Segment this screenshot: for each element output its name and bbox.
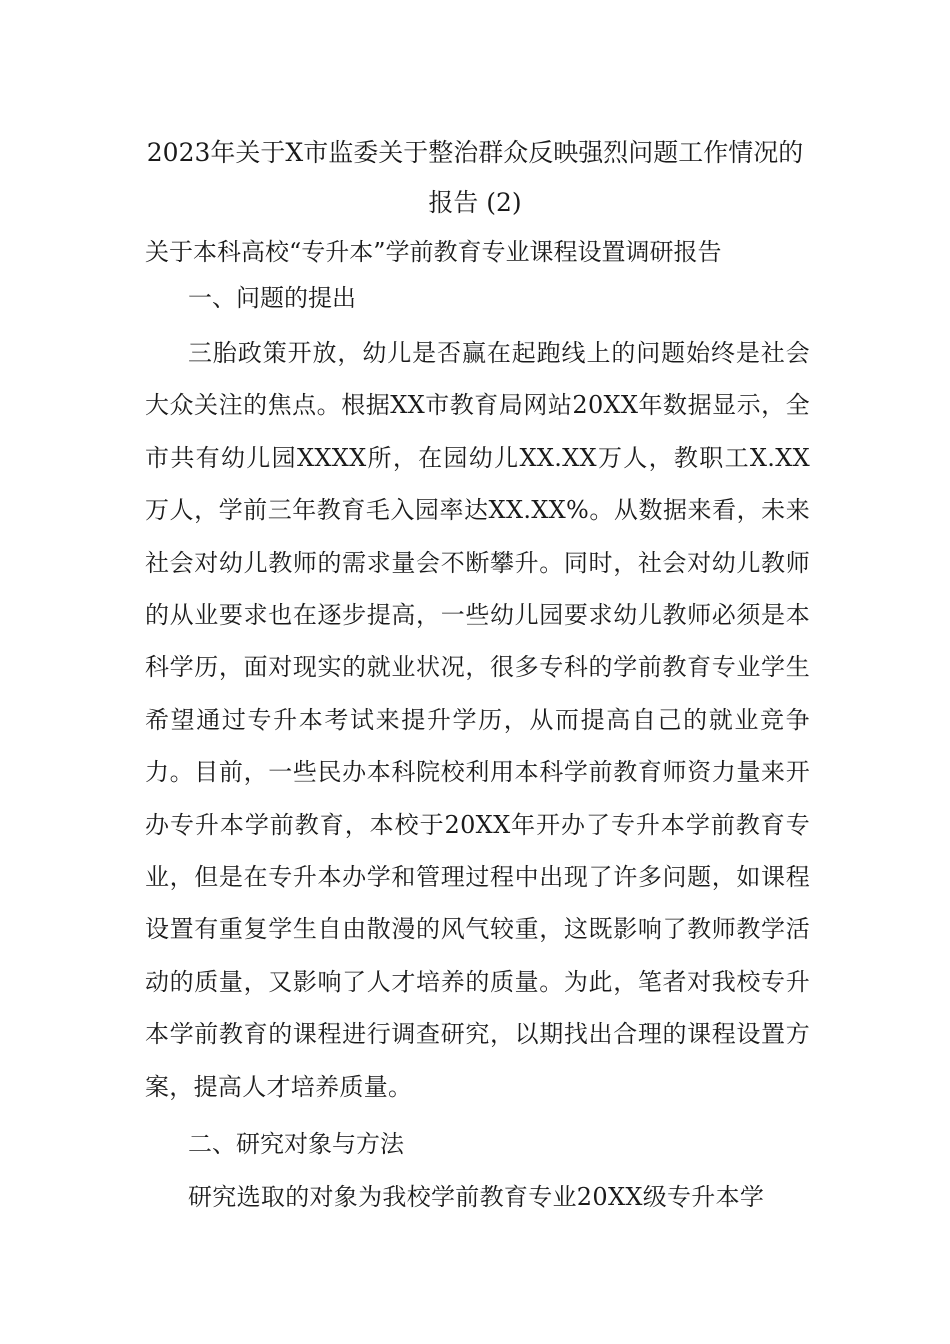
document-title: 2023年关于X市监委关于整治群众反映强烈问题工作情况的报告 (2) bbox=[146, 138, 804, 217]
section-paragraph-1: 三胎政策开放，幼儿是否赢在起跑线上的问题始终是社会大众关注的焦点。根据XX市教育局网站20XX年数据显示，全市共有幼儿园XXXX所，在园幼儿XX.XX万人，教职工X.XX万人，学前三年教育毛入园率达XX.XX%。从数据来看，未来社会对幼儿教师的需求量会不断攀升。同时，社会对幼儿教师的从业要求也在逐步提高，一些幼儿园要求幼儿教师必须是本科学历，面对现实的就业状况，很多专科的学前教育专业学生希望通过专升本考试来提升学历，从而提高自己的就业竞争力。目前，一些民办本科院校利用本科学前教育师资力量来开办专升本学前教育，本校于20XX年开办了专升本学前教育专业，但是在专升本办学和管理过程中出现了许多问题，如课程设置有重复学生自由散漫的风气较重，这既影响了教师教学活动的质量，又影响了人才培养的质量。为此，笔者对我校专升本学前教育的课程进行调查研究，以期找出合理的课程设置方案，提高人才培养质量。 bbox=[145, 339, 810, 1101]
section-heading-1: 一、问题的提出 bbox=[188, 284, 356, 312]
section-heading-2: 二、研究对象与方法 bbox=[188, 1130, 404, 1158]
section-paragraph-2: 研究选取的对象为我校学前教育专业20XX级专升本学 bbox=[188, 1183, 765, 1211]
document-subtitle: 关于本科高校“专升本”学前教育专业课程设置调研报告 bbox=[145, 238, 722, 266]
